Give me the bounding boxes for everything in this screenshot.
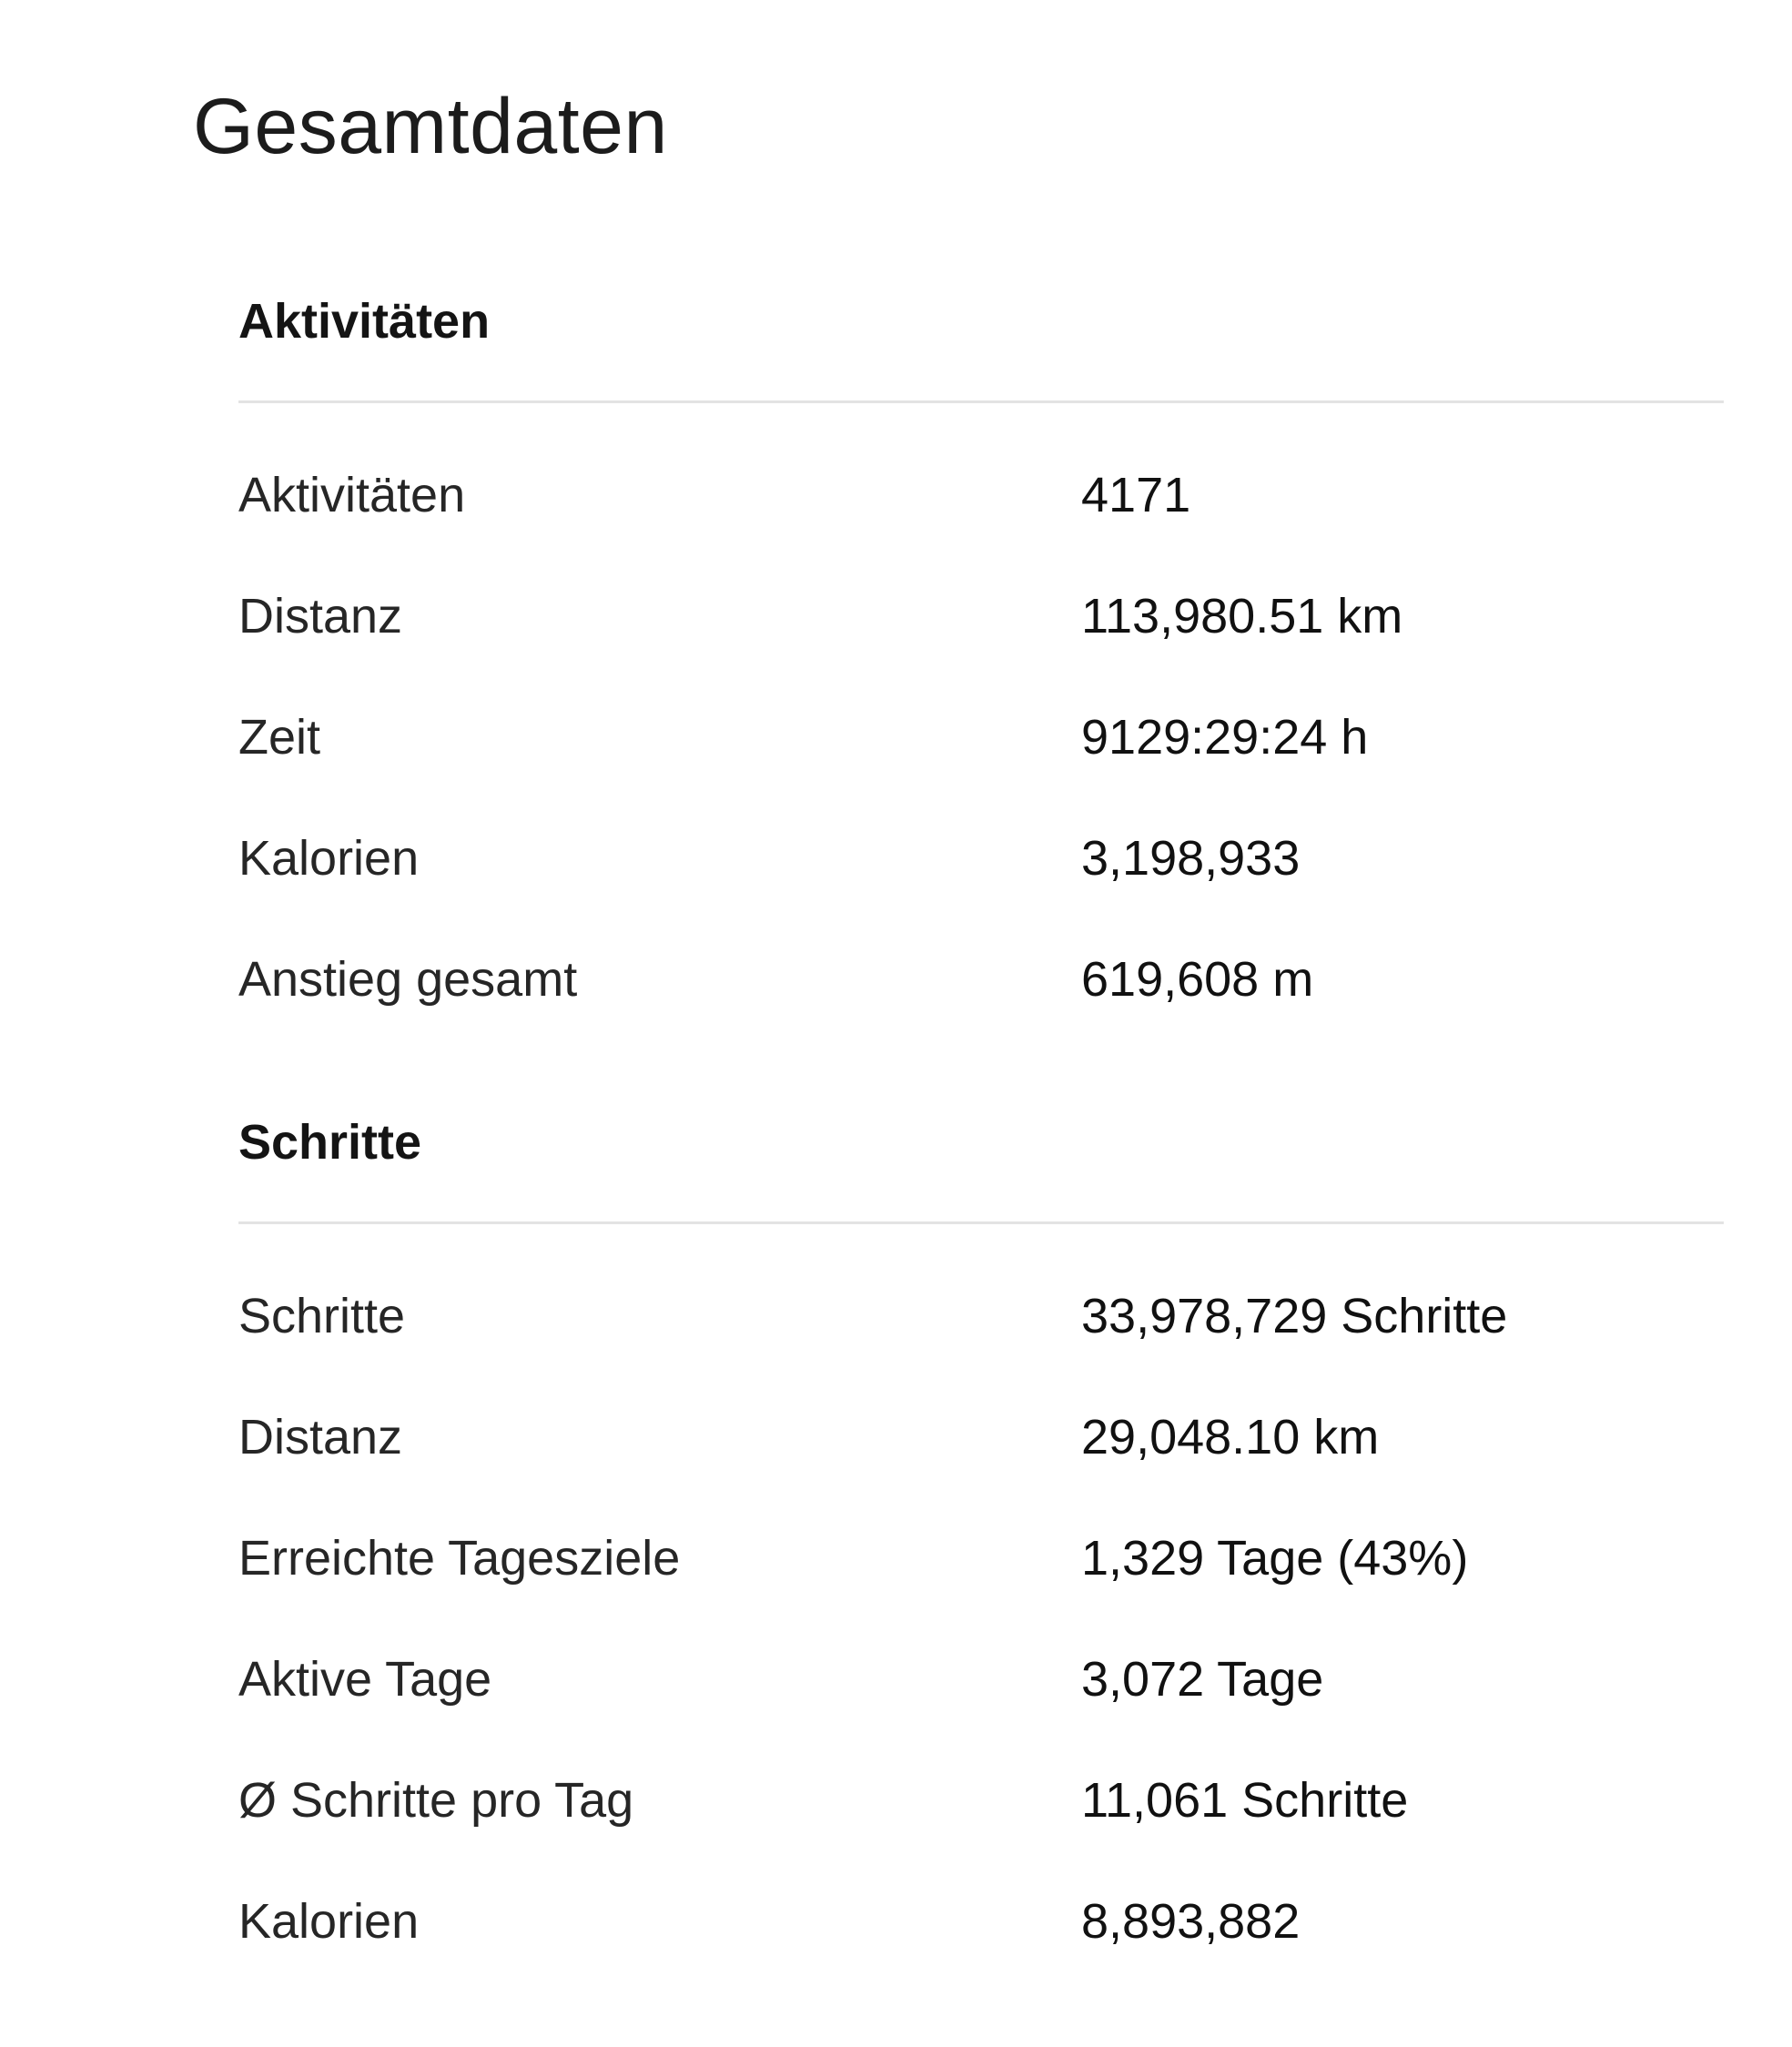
stat-row-steps-goals-reached — [238, 1497, 1724, 1618]
stat-label: Kalorien — [238, 830, 420, 886]
stat-value: 8,893,882 — [1081, 1893, 1301, 1949]
stat-value: 619,608 m — [1081, 951, 1314, 1007]
stat-value: 33,978,729 Schritte — [1081, 1288, 1508, 1343]
stat-label: Distanz — [238, 588, 403, 643]
stat-label: Kalorien — [238, 1893, 420, 1949]
stat-label: Ø Schritte pro Tag — [238, 1772, 634, 1828]
stat-value: 3,072 Tage — [1081, 1651, 1324, 1707]
stat-row-activities-calories — [238, 797, 1724, 918]
stat-label: Zeit — [238, 709, 321, 765]
activities-stat-list — [238, 434, 1724, 1039]
section-heading-steps: Schritte — [238, 1115, 422, 1170]
stat-row-activities-count — [238, 434, 1724, 555]
stat-row-steps-calories — [238, 1860, 1724, 1981]
section-divider — [238, 1221, 1724, 1224]
activities-section — [238, 289, 1724, 1039]
stat-row-steps-distance — [238, 1376, 1724, 1497]
steps-section — [238, 1110, 1724, 1981]
stat-label: Anstieg gesamt — [238, 951, 578, 1007]
stat-label: Schritte — [238, 1288, 406, 1343]
stat-label: Distanz — [238, 1409, 403, 1464]
section-divider — [238, 400, 1724, 403]
stat-label: Aktivitäten — [238, 467, 466, 522]
steps-stat-list — [238, 1255, 1724, 1981]
section-heading-activities: Aktivitäten — [238, 294, 491, 349]
stat-value: 11,061 Schritte — [1081, 1772, 1409, 1828]
stat-value: 1,329 Tage (43%) — [1081, 1530, 1469, 1586]
stat-label: Erreichte Tagesziele — [238, 1530, 681, 1586]
stat-row-activities-time — [238, 676, 1724, 797]
stat-row-steps-average-per-day — [238, 1739, 1724, 1860]
stat-value: 113,980.51 km — [1081, 588, 1403, 643]
stat-label: Aktive Tage — [238, 1651, 492, 1707]
stat-value: 9129:29:24 h — [1081, 709, 1369, 765]
stat-row-activities-distance — [238, 555, 1724, 676]
stat-value: 4171 — [1081, 467, 1191, 522]
stat-row-steps-active-days — [238, 1618, 1724, 1739]
stat-row-activities-ascent — [238, 918, 1724, 1039]
page-title: Gesamtdaten — [193, 83, 668, 170]
stat-row-steps-count — [238, 1255, 1724, 1376]
stat-value: 3,198,933 — [1081, 830, 1301, 886]
stat-value: 29,048.10 km — [1081, 1409, 1380, 1464]
